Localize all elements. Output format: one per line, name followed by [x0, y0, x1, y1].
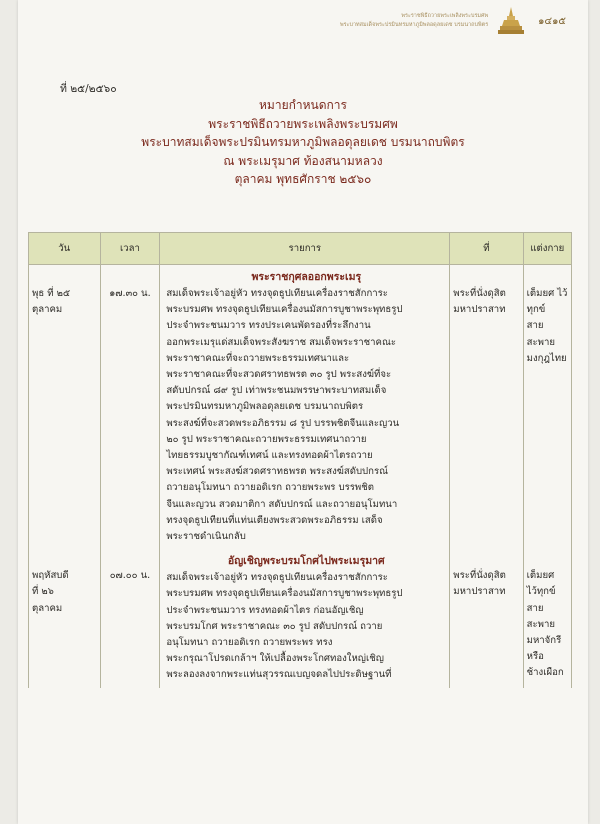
attire-line: สายสะพาย	[526, 602, 555, 630]
attire-line: ไว้ทุกข์	[526, 586, 556, 598]
title-line: พระบาทสมเด็จพระปรมินทรมหาภูมิพลอดุลยเดช บรมนาถบพิตร	[141, 135, 465, 150]
table-row	[29, 265, 572, 550]
day-line: ที่ ๒๖	[32, 586, 54, 598]
column-header-place: ที่	[450, 233, 523, 265]
agenda-line: พระลองลงจากพระแท่นสุวรรณเบญจดลไปประดิษฐานที่	[166, 669, 392, 681]
day-line: ตุลาคม	[32, 304, 63, 316]
crematorium-emblem-icon	[496, 6, 526, 36]
header-text	[340, 12, 488, 30]
attire-line: เต็มยศ ไว้ทุกข์	[526, 288, 568, 316]
place-cell	[450, 265, 523, 550]
title-line: หมายกำหนดการ	[259, 98, 347, 112]
attire-line: เต็มยศ	[526, 570, 555, 582]
day-line: พุธ ที่ ๒๕	[32, 288, 71, 299]
title-line: พระราชพิธีถวายพระเพลิงพระบรมศพ	[208, 116, 398, 131]
time-cell	[100, 265, 160, 550]
agenda-line: ออกพระเมรุแด่สมเด็จพระสังฆราช สมเด็จพระราชาคณะ	[166, 336, 397, 348]
title-line: ณ พระเมรุมาศ ท้องสนามหลวง	[223, 153, 383, 168]
document-title	[18, 96, 588, 189]
page-number: ๑๔๑๕	[538, 15, 566, 27]
schedule-table	[28, 232, 572, 688]
document-page	[18, 0, 588, 824]
column-header-time: เวลา	[100, 233, 160, 265]
day-line: พฤหัสบดี	[32, 570, 69, 582]
time-value: ๐๗.๐๐ น.	[109, 570, 151, 582]
place-line: มหาปราสาท	[453, 586, 506, 598]
attire-line: ช้างเผือก	[526, 667, 564, 679]
table-header-row	[29, 233, 572, 265]
attire-cell	[523, 549, 571, 687]
page-header	[340, 6, 566, 36]
attire-line: มงกุฎไทย	[526, 352, 567, 364]
agenda-line: ประจำพระชนมวาร ทรงประเคนพัดรองที่ระลึกงาน	[166, 320, 371, 332]
agenda-line: ๒๐ รูป พระราชาคณะถวายพระธรรมเทศนาถวาย	[166, 433, 367, 445]
day-line: ตุลาคม	[32, 602, 63, 614]
agenda-line: พระกรุณาโปรดเกล้าฯ ให้เปลื้องพระโกศทองใหญ่เชิญ	[166, 653, 384, 665]
agenda-line: อนุโมทนา ถวายอดิเรก ถวายพระพร ทรง	[166, 637, 333, 649]
agenda-line: ประจำพระชนมวาร ทรงทอดผ้าไตร ก่อนอัญเชิญ	[166, 604, 364, 616]
attire-line: มหาจักรี หรือ	[526, 635, 562, 663]
agenda-line: พระเทศน์ พระสงฆ์สวดศราทธพรต พระสงฆ์สดับปกรณ์	[166, 466, 389, 478]
table-row	[29, 549, 572, 687]
agenda-line: พระราชดำเนินกลับ	[166, 531, 246, 543]
agenda-line: พระบรมศพ ทรงจุดธูปเทียนเครื่องนมัสการบูชาพระพุทธรูป	[166, 588, 403, 600]
day-cell	[29, 549, 101, 687]
agenda-line: พระบรมโกศ พระราชาคณะ ๓๐ รูป สดับปกรณ์ ถวาย	[166, 620, 383, 632]
agenda-title: อัญเชิญพระบรมโกศไปพระเมรุมาศ	[227, 555, 385, 568]
agenda-line: สดับปกรณ์ ๘๙ รูป เท่าพระชนมพรรษาพระบาทสมเด็จ	[166, 385, 387, 397]
day-cell	[29, 265, 101, 550]
attire-line: สายสะพาย	[526, 320, 555, 348]
attire-cell	[523, 265, 571, 550]
time-value: ๑๗.๓๐ น.	[109, 288, 151, 299]
document-number: ที่ ๒๕/๒๕๖๐	[60, 83, 117, 95]
agenda-cell	[160, 549, 450, 687]
agenda-cell	[160, 265, 450, 550]
header-line-1: พระราชพิธีถวายพระเพลิงพระบรมศพ	[401, 13, 489, 19]
column-header-agenda: รายการ	[160, 233, 450, 265]
place-line: พระที่นั่งดุสิต	[453, 288, 506, 299]
agenda-line: ทรงจุดธูปเทียนที่แท่นเตียงพระสวดพระอภิธรรม เสด็จ	[166, 514, 383, 526]
time-cell	[100, 549, 160, 687]
column-header-attire: แต่งกาย	[523, 233, 571, 265]
agenda-line: พระปรมินทรมหาภูมิพลอดุลยเดช บรมนาถบพิตร	[166, 401, 364, 413]
agenda-line: ไทยธรรมบูชากัณฑ์เทศน์ และทรงทอดผ้าไตรถวาย	[166, 450, 373, 462]
header-line-2: พระบาทสมเด็จพระปรมินทรมหาภูมิพลอดุลยเดช บรมนาถบพิตร	[339, 22, 489, 28]
agenda-line: ถวายอนุโมทนา ถวายอดิเรก ถวายพระพร บรรพชิต	[166, 482, 374, 494]
agenda-line: จีนและญวน สวดมาติกา สดับปกรณ์ และถวายอนุโมทนา	[166, 498, 398, 510]
agenda-line: พระบรมศพ ทรงจุดธูปเทียนเครื่องนมัสการบูชาพระพุทธรูป	[166, 304, 403, 316]
column-header-day: วัน	[29, 233, 101, 265]
place-cell	[450, 549, 523, 687]
place-line: มหาปราสาท	[453, 304, 506, 316]
agenda-line: พระสงฆ์ที่จะสวดพระอภิธรรม ๘ รูป บรรพชิตจีนและญวน	[166, 417, 400, 429]
agenda-line: สมเด็จพระเจ้าอยู่หัว ทรงจุดธูปเทียนเครื่องราชสักการะ	[166, 288, 388, 299]
agenda-line: พระราชาคณะที่จะสวดศราทธพรต ๓๐ รูป พระสงฆ์ที่จะ	[166, 369, 392, 381]
agenda-line: พระราชาคณะที่จะถวายพระธรรมเทศนาและ	[166, 352, 350, 364]
agenda-line: สมเด็จพระเจ้าอยู่หัว ทรงจุดธูปเทียนเครื่องราชสักการะ	[166, 572, 388, 584]
agenda-title: พระราชกุศลออกพระเมรุ	[251, 271, 362, 283]
place-line: พระที่นั่งดุสิต	[453, 570, 506, 582]
title-line: ตุลาคม พุทธศักราช ๒๕๖๐	[234, 172, 372, 187]
